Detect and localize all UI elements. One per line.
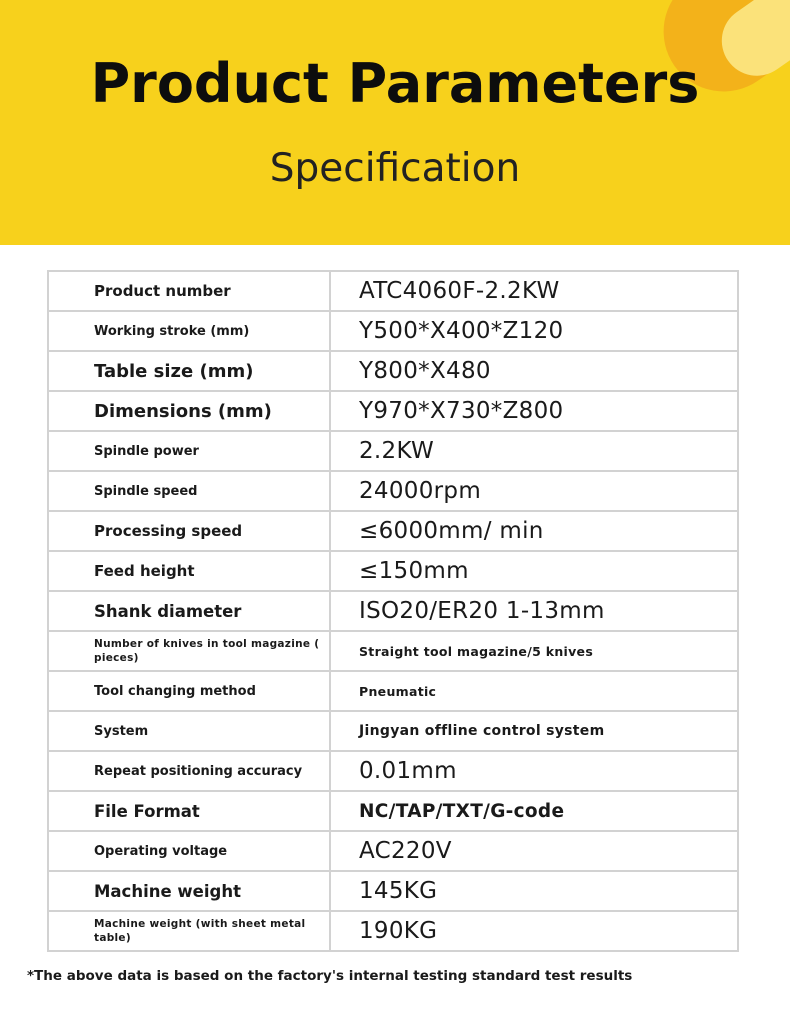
table-row — [48, 471, 738, 511]
spec-label: Spindle speed — [48, 471, 330, 511]
spec-label: Shank diameter — [48, 591, 330, 631]
spec-label: Table size (mm) — [48, 351, 330, 391]
spec-value: 24000rpm — [330, 471, 738, 511]
table-row — [48, 591, 738, 631]
spec-value: ATC4060F-2.2KW — [330, 271, 738, 311]
table-row — [48, 791, 738, 831]
spec-label: Repeat positioning accuracy — [48, 751, 330, 791]
spec-label: Spindle power — [48, 431, 330, 471]
spec-label: Operating voltage — [48, 831, 330, 871]
table-row — [48, 751, 738, 791]
spec-value: Y500*X400*Z120 — [330, 311, 738, 351]
spec-label: Product number — [48, 271, 330, 311]
spec-value: Y970*X730*Z800 — [330, 391, 738, 431]
spec-label: Processing speed — [48, 511, 330, 551]
spec-value: NC/TAP/TXT/G-code — [330, 791, 738, 831]
table-row — [48, 551, 738, 591]
header-banner — [0, 0, 790, 245]
spec-value: 190KG — [330, 911, 738, 951]
spec-table — [47, 270, 739, 952]
table-row — [48, 711, 738, 751]
spec-label: Working stroke (mm) — [48, 311, 330, 351]
spec-value: Pneumatic — [330, 671, 738, 711]
table-row — [48, 271, 738, 311]
table-row — [48, 871, 738, 911]
table-row — [48, 511, 738, 551]
table-row — [48, 831, 738, 871]
page-subtitle: Specification — [269, 146, 521, 191]
spec-label: Feed height — [48, 551, 330, 591]
page-title: Product Parameters — [90, 52, 700, 115]
spec-label: Tool changing method — [48, 671, 330, 711]
spec-label: Number of knives in tool magazine ( pieces) — [48, 631, 330, 671]
spec-label: Machine weight (with sheet metal table) — [48, 911, 330, 951]
spec-label: Machine weight — [48, 871, 330, 911]
table-row — [48, 431, 738, 471]
spec-value: 0.01mm — [330, 751, 738, 791]
spec-value: ≤6000mm/ min — [330, 511, 738, 551]
table-row — [48, 391, 738, 431]
spec-value: 145KG — [330, 871, 738, 911]
spec-value: AC220V — [330, 831, 738, 871]
table-row — [48, 631, 738, 671]
spec-value: 2.2KW — [330, 431, 738, 471]
spec-value: ISO20/ER20 1-13mm — [330, 591, 738, 631]
spec-label: Dimensions (mm) — [48, 391, 330, 431]
spec-label: File Format — [48, 791, 330, 831]
spec-value: ≤150mm — [330, 551, 738, 591]
spec-value: Jingyan offline control system — [330, 711, 738, 751]
spec-label: System — [48, 711, 330, 751]
spec-value: Y800*X480 — [330, 351, 738, 391]
table-row — [48, 311, 738, 351]
table-row — [48, 351, 738, 391]
table-row — [48, 671, 738, 711]
footnote: *The above data is based on the factory's internal testing standard test results — [27, 968, 633, 984]
table-row — [48, 911, 738, 951]
spec-value: Straight tool magazine/5 knives — [330, 631, 738, 671]
